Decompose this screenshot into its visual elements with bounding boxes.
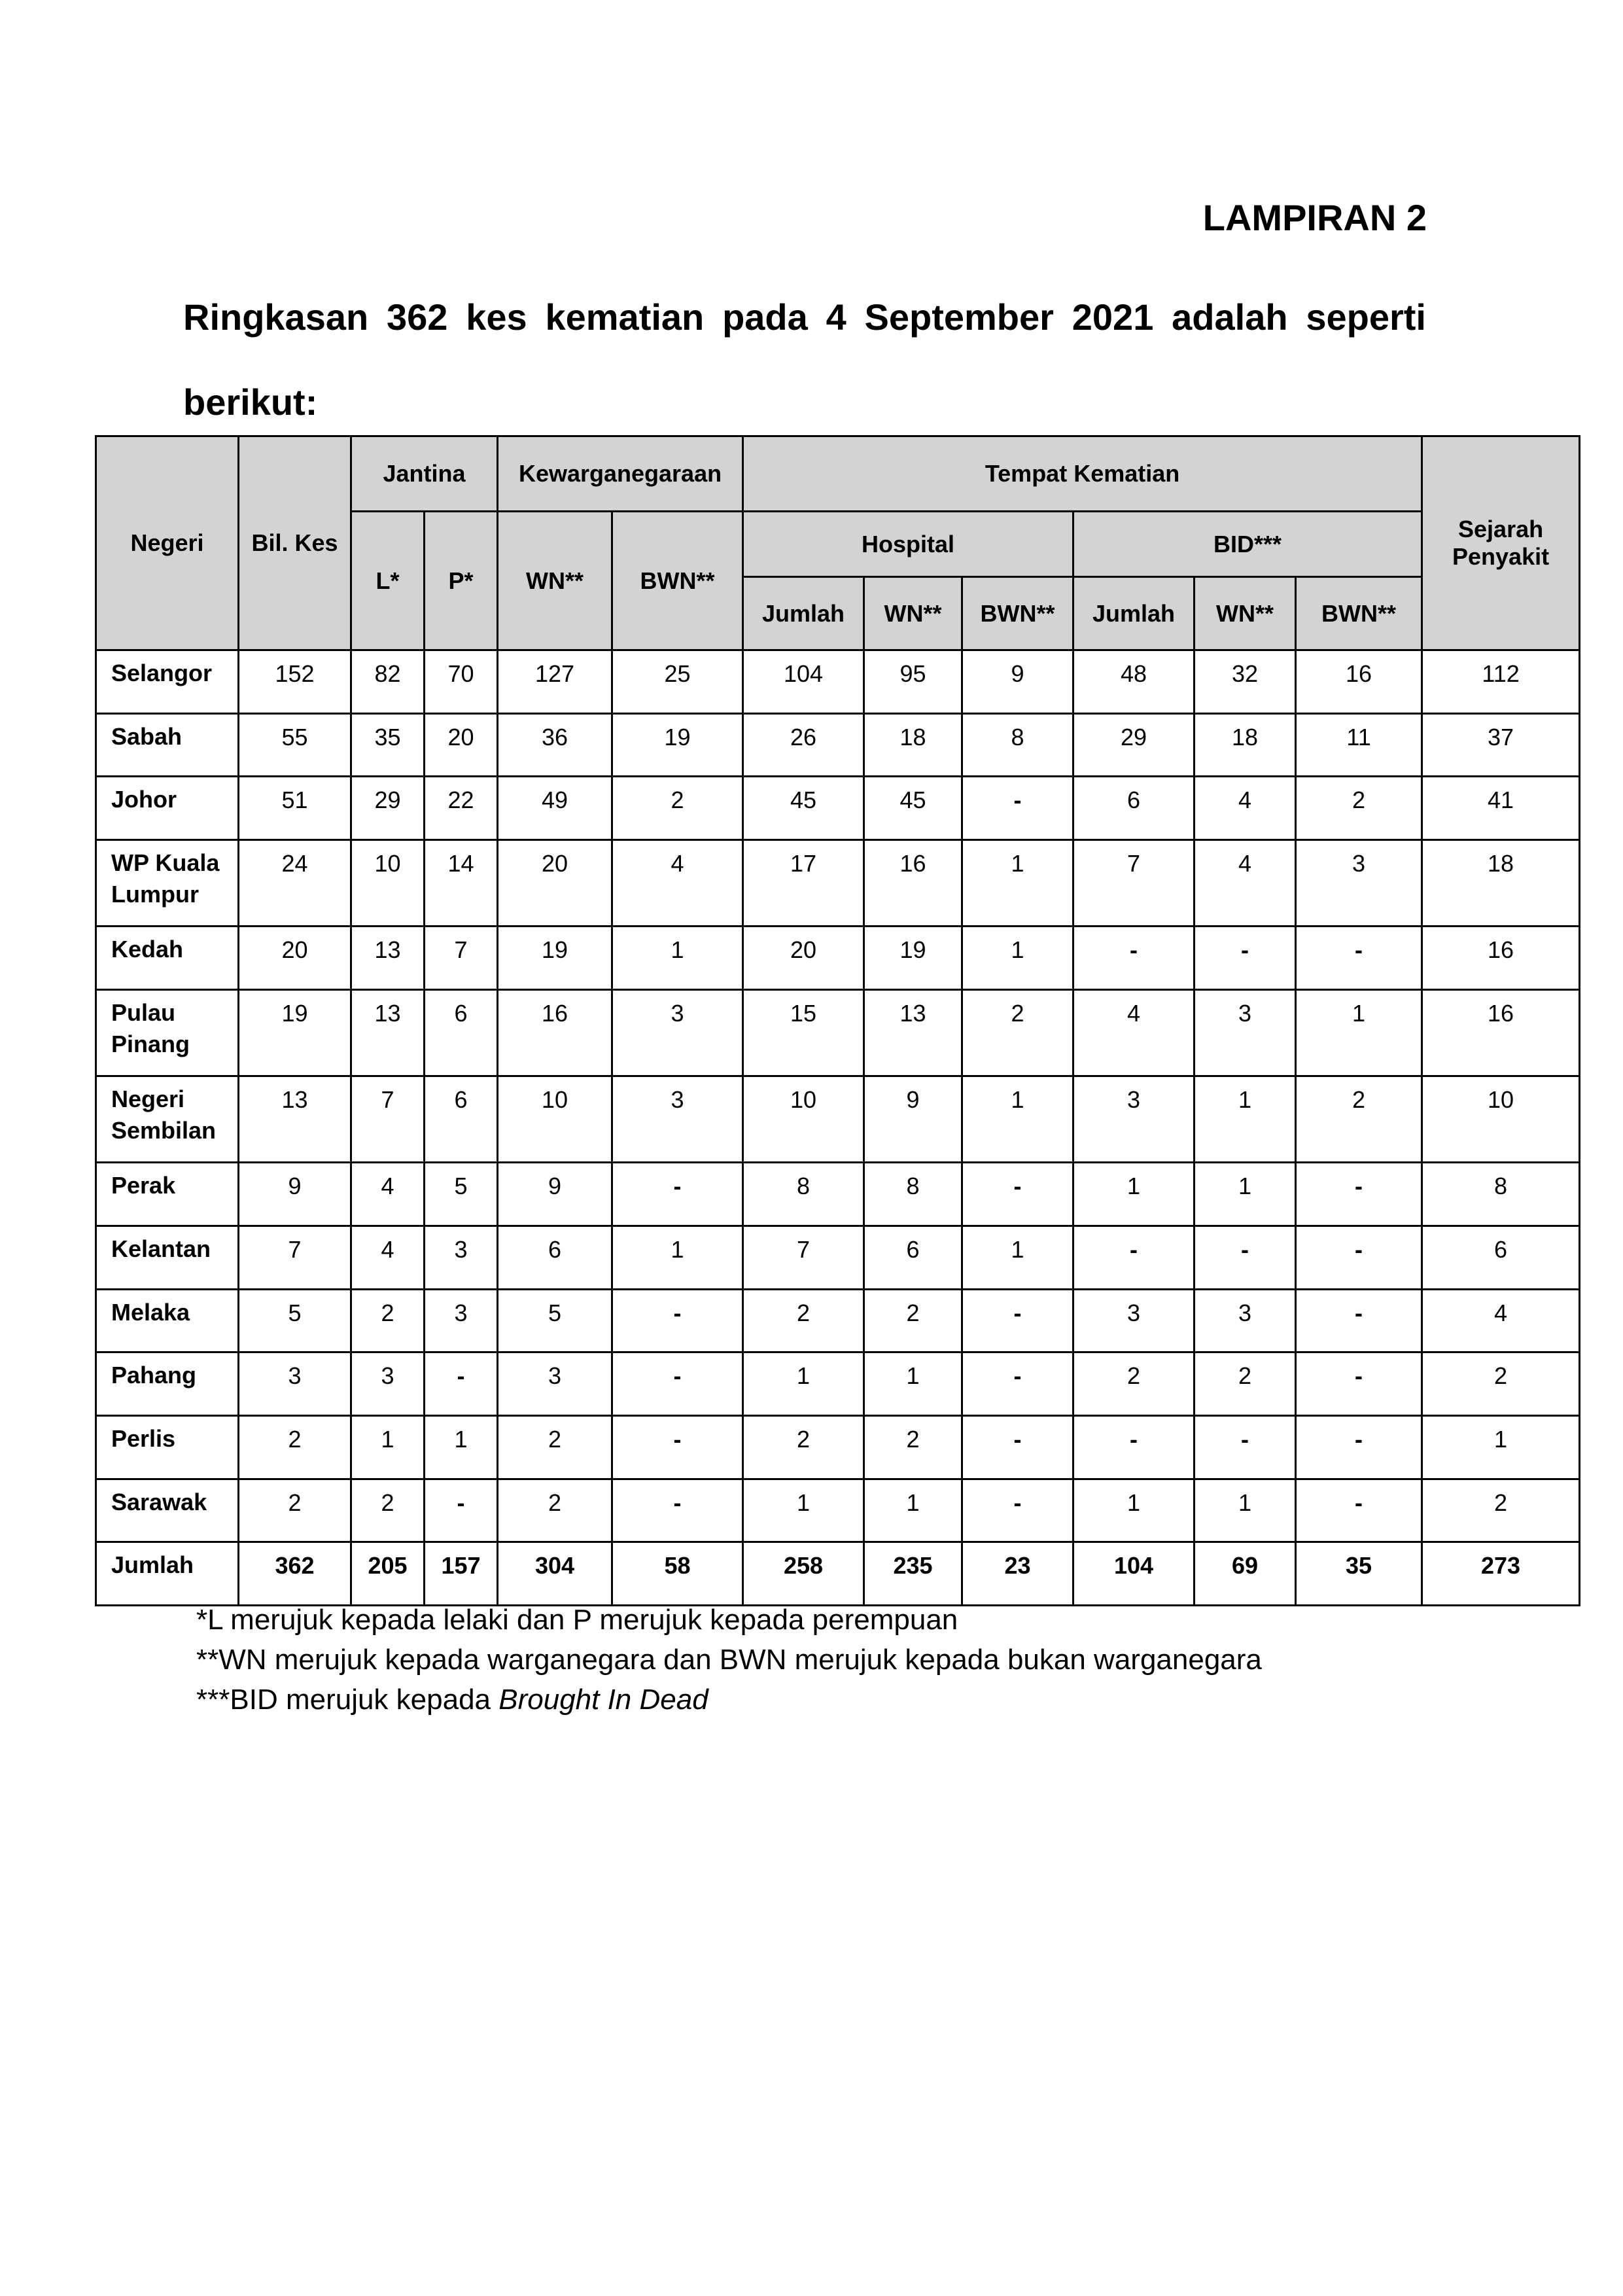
table-header bbox=[96, 436, 1580, 650]
table-body bbox=[96, 650, 1580, 1606]
value-cell: - bbox=[612, 1289, 743, 1352]
state-name-cell: Johor bbox=[96, 777, 239, 840]
value-cell: 104 bbox=[1073, 1542, 1195, 1606]
value-cell: 3 bbox=[425, 1226, 498, 1289]
value-cell: - bbox=[1073, 1415, 1195, 1479]
value-cell: - bbox=[1195, 927, 1296, 990]
footnote-citizenship: **WN merujuk kepada warganegara dan BWN merujuk kepada bukan warganegara bbox=[196, 1644, 1262, 1676]
value-cell: 69 bbox=[1195, 1542, 1296, 1606]
value-cell: 6 bbox=[1422, 1226, 1580, 1289]
value-cell: 13 bbox=[864, 989, 962, 1076]
value-cell: 35 bbox=[351, 713, 425, 777]
value-cell: 20 bbox=[239, 927, 351, 990]
value-cell: 10 bbox=[1422, 1076, 1580, 1163]
header-l: L* bbox=[351, 512, 425, 650]
footnotes bbox=[196, 1600, 1262, 1720]
intro-heading: Ringkasan 362 kes kematian pada 4 September 2021 adalah seperti berikut: bbox=[183, 296, 1426, 423]
header-bid-wn: WN** bbox=[1195, 577, 1296, 650]
value-cell: 2 bbox=[1073, 1352, 1195, 1416]
value-cell: - bbox=[962, 1415, 1073, 1479]
value-cell: 6 bbox=[425, 1076, 498, 1163]
value-cell: 82 bbox=[351, 650, 425, 714]
value-cell: 152 bbox=[239, 650, 351, 714]
table-row bbox=[96, 1479, 1580, 1542]
value-cell: 3 bbox=[498, 1352, 612, 1416]
value-cell: - bbox=[612, 1163, 743, 1226]
value-cell: 6 bbox=[498, 1226, 612, 1289]
table-row bbox=[96, 927, 1580, 990]
header-hospital: Hospital bbox=[743, 512, 1073, 577]
value-cell: 7 bbox=[239, 1226, 351, 1289]
value-cell: 5 bbox=[425, 1163, 498, 1226]
value-cell: - bbox=[962, 1352, 1073, 1416]
value-cell: 8 bbox=[743, 1163, 864, 1226]
table-row bbox=[96, 1289, 1580, 1352]
value-cell: 2 bbox=[1296, 777, 1422, 840]
value-cell: - bbox=[612, 1479, 743, 1542]
value-cell: 10 bbox=[351, 839, 425, 926]
value-cell: 10 bbox=[743, 1076, 864, 1163]
value-cell: 4 bbox=[612, 839, 743, 926]
value-cell: 2 bbox=[351, 1289, 425, 1352]
value-cell: - bbox=[1195, 1226, 1296, 1289]
value-cell: 1 bbox=[1296, 989, 1422, 1076]
value-cell: 19 bbox=[864, 927, 962, 990]
state-name-cell: Selangor bbox=[96, 650, 239, 714]
state-name-cell: Pahang bbox=[96, 1352, 239, 1416]
table-row bbox=[96, 839, 1580, 926]
value-cell: 2 bbox=[962, 989, 1073, 1076]
value-cell: 2 bbox=[1422, 1479, 1580, 1542]
header-jantina: Jantina bbox=[351, 436, 498, 512]
footnote-bid-italic: Brought In Dead bbox=[498, 1684, 708, 1716]
value-cell: 1 bbox=[1073, 1479, 1195, 1542]
header-kewarganegaraan: Kewarganegaraan bbox=[498, 436, 743, 512]
table-row bbox=[96, 1226, 1580, 1289]
value-cell: 1 bbox=[1422, 1415, 1580, 1479]
value-cell: 258 bbox=[743, 1542, 864, 1606]
value-cell: 4 bbox=[1073, 989, 1195, 1076]
value-cell: 8 bbox=[962, 713, 1073, 777]
value-cell: 205 bbox=[351, 1542, 425, 1606]
value-cell: 8 bbox=[1422, 1163, 1580, 1226]
value-cell: 19 bbox=[612, 713, 743, 777]
value-cell: 55 bbox=[239, 713, 351, 777]
table-total-row bbox=[96, 1542, 1580, 1606]
value-cell: 19 bbox=[498, 927, 612, 990]
state-name-cell: Kelantan bbox=[96, 1226, 239, 1289]
value-cell: 2 bbox=[498, 1479, 612, 1542]
value-cell: 4 bbox=[1422, 1289, 1580, 1352]
value-cell: 36 bbox=[498, 713, 612, 777]
value-cell: 13 bbox=[351, 927, 425, 990]
state-name-cell: Pulau Pinang bbox=[96, 989, 239, 1076]
state-name-cell: Jumlah bbox=[96, 1542, 239, 1606]
header-hospital-jumlah: Jumlah bbox=[743, 577, 864, 650]
value-cell: 1 bbox=[612, 1226, 743, 1289]
value-cell: - bbox=[962, 1289, 1073, 1352]
value-cell: 16 bbox=[1422, 927, 1580, 990]
value-cell: 2 bbox=[743, 1289, 864, 1352]
value-cell: 1 bbox=[1073, 1163, 1195, 1226]
value-cell: - bbox=[1296, 927, 1422, 990]
value-cell: 3 bbox=[239, 1352, 351, 1416]
value-cell: 2 bbox=[1195, 1352, 1296, 1416]
header-bid: BID*** bbox=[1073, 512, 1422, 577]
table-row bbox=[96, 1415, 1580, 1479]
value-cell: 3 bbox=[425, 1289, 498, 1352]
footnote-bid bbox=[196, 1680, 1262, 1720]
value-cell: 3 bbox=[1296, 839, 1422, 926]
value-cell: 6 bbox=[425, 989, 498, 1076]
value-cell: 235 bbox=[864, 1542, 962, 1606]
value-cell: - bbox=[1296, 1479, 1422, 1542]
value-cell: 49 bbox=[498, 777, 612, 840]
value-cell: 1 bbox=[743, 1479, 864, 1542]
header-bil-kes: Bil. Kes bbox=[239, 436, 351, 650]
header-tempat-kematian: Tempat Kematian bbox=[743, 436, 1422, 512]
value-cell: 6 bbox=[1073, 777, 1195, 840]
table-row bbox=[96, 777, 1580, 840]
value-cell: 3 bbox=[1073, 1076, 1195, 1163]
value-cell: 11 bbox=[1296, 713, 1422, 777]
table-row bbox=[96, 713, 1580, 777]
value-cell: 2 bbox=[864, 1415, 962, 1479]
value-cell: 157 bbox=[425, 1542, 498, 1606]
value-cell: 1 bbox=[962, 1226, 1073, 1289]
header-negeri: Negeri bbox=[96, 436, 239, 650]
value-cell: 9 bbox=[962, 650, 1073, 714]
header-bid-jumlah: Jumlah bbox=[1073, 577, 1195, 650]
value-cell: 1 bbox=[962, 927, 1073, 990]
state-name-cell: Negeri Sembilan bbox=[96, 1076, 239, 1163]
table-row bbox=[96, 1352, 1580, 1416]
value-cell: 37 bbox=[1422, 713, 1580, 777]
value-cell: 1 bbox=[962, 839, 1073, 926]
value-cell: - bbox=[425, 1352, 498, 1416]
value-cell: 29 bbox=[1073, 713, 1195, 777]
header-hospital-wn: WN** bbox=[864, 577, 962, 650]
value-cell: 1 bbox=[612, 927, 743, 990]
value-cell: - bbox=[1296, 1163, 1422, 1226]
value-cell: 127 bbox=[498, 650, 612, 714]
value-cell: - bbox=[962, 1163, 1073, 1226]
value-cell: 4 bbox=[1195, 777, 1296, 840]
value-cell: 362 bbox=[239, 1542, 351, 1606]
value-cell: 5 bbox=[239, 1289, 351, 1352]
value-cell: 5 bbox=[498, 1289, 612, 1352]
table-row bbox=[96, 1163, 1580, 1226]
value-cell: 2 bbox=[1296, 1076, 1422, 1163]
value-cell: 16 bbox=[498, 989, 612, 1076]
value-cell: 26 bbox=[743, 713, 864, 777]
state-name-cell: Perlis bbox=[96, 1415, 239, 1479]
value-cell: 18 bbox=[1195, 713, 1296, 777]
header-bwn: BWN** bbox=[612, 512, 743, 650]
value-cell: 20 bbox=[425, 713, 498, 777]
value-cell: 1 bbox=[743, 1352, 864, 1416]
value-cell: 9 bbox=[239, 1163, 351, 1226]
value-cell: 9 bbox=[498, 1163, 612, 1226]
value-cell: 2 bbox=[864, 1289, 962, 1352]
value-cell: 1 bbox=[962, 1076, 1073, 1163]
value-cell: 3 bbox=[612, 989, 743, 1076]
value-cell: - bbox=[1195, 1415, 1296, 1479]
value-cell: - bbox=[1296, 1289, 1422, 1352]
value-cell: 32 bbox=[1195, 650, 1296, 714]
value-cell: 51 bbox=[239, 777, 351, 840]
value-cell: 4 bbox=[1195, 839, 1296, 926]
value-cell: 2 bbox=[351, 1479, 425, 1542]
table-row bbox=[96, 1076, 1580, 1163]
state-name-cell: Sarawak bbox=[96, 1479, 239, 1542]
value-cell: 25 bbox=[612, 650, 743, 714]
value-cell: 2 bbox=[239, 1415, 351, 1479]
value-cell: 20 bbox=[498, 839, 612, 926]
value-cell: 18 bbox=[1422, 839, 1580, 926]
appendix-label: LAMPIRAN 2 bbox=[1202, 197, 1427, 238]
state-name-cell: Perak bbox=[96, 1163, 239, 1226]
state-name-cell: WP Kuala Lumpur bbox=[96, 839, 239, 926]
value-cell: 3 bbox=[1073, 1289, 1195, 1352]
value-cell: 58 bbox=[612, 1542, 743, 1606]
value-cell: 3 bbox=[1195, 989, 1296, 1076]
value-cell: 70 bbox=[425, 650, 498, 714]
value-cell: 112 bbox=[1422, 650, 1580, 714]
value-cell: 3 bbox=[351, 1352, 425, 1416]
value-cell: 45 bbox=[743, 777, 864, 840]
value-cell: 2 bbox=[1422, 1352, 1580, 1416]
value-cell: 13 bbox=[239, 1076, 351, 1163]
value-cell: 14 bbox=[425, 839, 498, 926]
value-cell: 15 bbox=[743, 989, 864, 1076]
header-bid-bwn: BWN** bbox=[1296, 577, 1422, 650]
value-cell: 1 bbox=[1195, 1479, 1296, 1542]
value-cell: 16 bbox=[864, 839, 962, 926]
value-cell: 20 bbox=[743, 927, 864, 990]
value-cell: - bbox=[612, 1352, 743, 1416]
state-name-cell: Kedah bbox=[96, 927, 239, 990]
value-cell: 17 bbox=[743, 839, 864, 926]
value-cell: 13 bbox=[351, 989, 425, 1076]
value-cell: 2 bbox=[612, 777, 743, 840]
value-cell: 48 bbox=[1073, 650, 1195, 714]
value-cell: 7 bbox=[351, 1076, 425, 1163]
value-cell: 4 bbox=[351, 1163, 425, 1226]
value-cell: 1 bbox=[864, 1352, 962, 1416]
header-wn: WN** bbox=[498, 512, 612, 650]
value-cell: 24 bbox=[239, 839, 351, 926]
value-cell: - bbox=[962, 1479, 1073, 1542]
value-cell: - bbox=[1296, 1352, 1422, 1416]
value-cell: 4 bbox=[351, 1226, 425, 1289]
value-cell: 2 bbox=[498, 1415, 612, 1479]
value-cell: 1 bbox=[1195, 1076, 1296, 1163]
value-cell: - bbox=[425, 1479, 498, 1542]
value-cell: 3 bbox=[1195, 1289, 1296, 1352]
value-cell: 273 bbox=[1422, 1542, 1580, 1606]
state-name-cell: Sabah bbox=[96, 713, 239, 777]
footnote-gender: *L merujuk kepada lelaki dan P merujuk kepada perempuan bbox=[196, 1604, 958, 1636]
value-cell: 7 bbox=[425, 927, 498, 990]
table-row bbox=[96, 650, 1580, 714]
deaths-summary-table bbox=[95, 435, 1580, 1606]
value-cell: 3 bbox=[612, 1076, 743, 1163]
value-cell: 16 bbox=[1422, 989, 1580, 1076]
value-cell: - bbox=[1296, 1415, 1422, 1479]
header-sejarah-penyakit: Sejarah Penyakit bbox=[1422, 436, 1580, 650]
value-cell: - bbox=[1073, 927, 1195, 990]
value-cell: 18 bbox=[864, 713, 962, 777]
value-cell: 29 bbox=[351, 777, 425, 840]
value-cell: 104 bbox=[743, 650, 864, 714]
value-cell: - bbox=[1296, 1226, 1422, 1289]
value-cell: 35 bbox=[1296, 1542, 1422, 1606]
footnote-bid-text: ***BID merujuk kepada bbox=[196, 1684, 499, 1716]
state-name-cell: Melaka bbox=[96, 1289, 239, 1352]
header-hospital-bwn: BWN** bbox=[962, 577, 1073, 650]
value-cell: 19 bbox=[239, 989, 351, 1076]
header-p: P* bbox=[425, 512, 498, 650]
value-cell: 2 bbox=[239, 1479, 351, 1542]
value-cell: 304 bbox=[498, 1542, 612, 1606]
value-cell: - bbox=[962, 777, 1073, 840]
value-cell: 10 bbox=[498, 1076, 612, 1163]
value-cell: 45 bbox=[864, 777, 962, 840]
value-cell: 23 bbox=[962, 1542, 1073, 1606]
value-cell: 22 bbox=[425, 777, 498, 840]
value-cell: 9 bbox=[864, 1076, 962, 1163]
value-cell: 95 bbox=[864, 650, 962, 714]
value-cell: 7 bbox=[1073, 839, 1195, 926]
value-cell: 6 bbox=[864, 1226, 962, 1289]
value-cell: 16 bbox=[1296, 650, 1422, 714]
value-cell: 2 bbox=[743, 1415, 864, 1479]
value-cell: 7 bbox=[743, 1226, 864, 1289]
table-row bbox=[96, 989, 1580, 1076]
value-cell: 1 bbox=[864, 1479, 962, 1542]
value-cell: 8 bbox=[864, 1163, 962, 1226]
value-cell: - bbox=[1073, 1226, 1195, 1289]
value-cell: - bbox=[612, 1415, 743, 1479]
value-cell: 1 bbox=[351, 1415, 425, 1479]
value-cell: 41 bbox=[1422, 777, 1580, 840]
value-cell: 1 bbox=[425, 1415, 498, 1479]
value-cell: 1 bbox=[1195, 1163, 1296, 1226]
